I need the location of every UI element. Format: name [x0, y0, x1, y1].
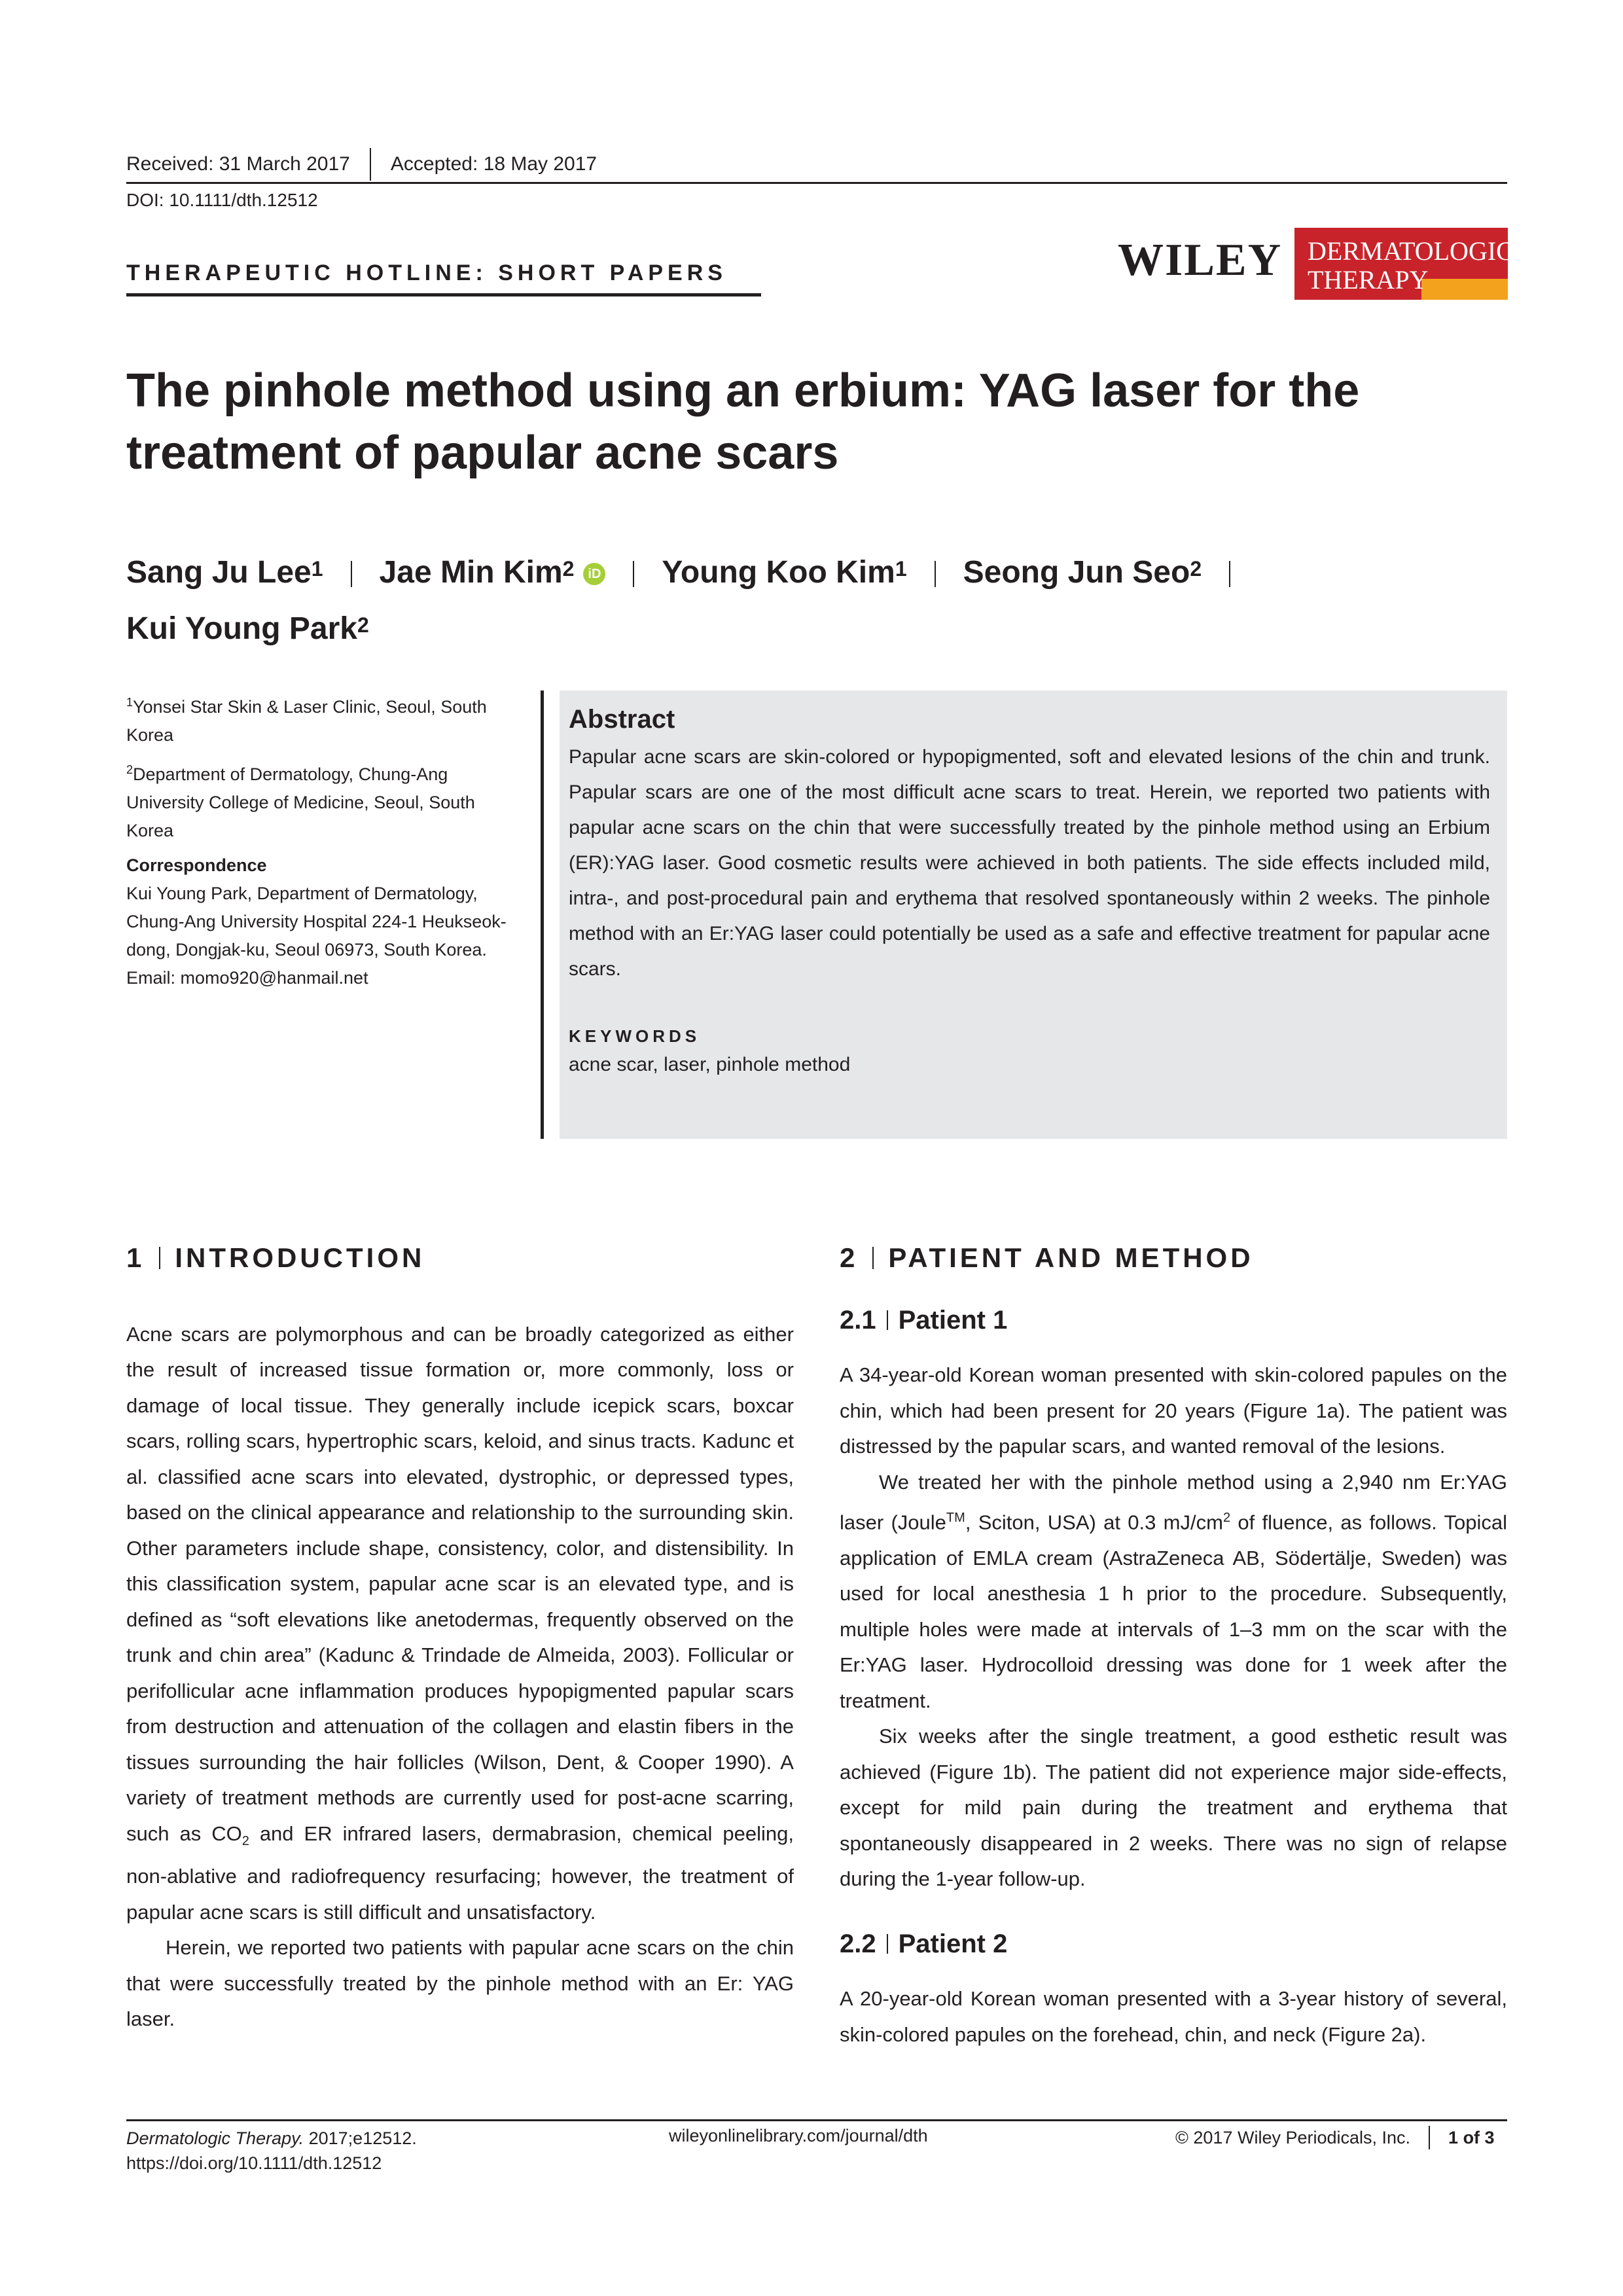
divider [351, 561, 352, 587]
journal-logo-line2: THERAPY [1308, 265, 1429, 295]
divider [887, 1310, 888, 1330]
article-title: The pinhole method using an erbium: YAG laser for the treatment of papular acne scars [126, 365, 1360, 479]
text-run: We treated her with the pinhole method using a 2,940 nm Er:YAG laser (Joule [840, 1470, 1507, 1534]
intro-paragraph-1 [126, 1317, 794, 1931]
accepted-date: Accepted: 18 May 2017 [390, 153, 597, 175]
author [380, 545, 606, 601]
methods-heading [840, 1240, 1507, 1276]
patient1-paragraph-1: A 34-year-old Korean woman presented with skin-colored papules on the chin, which had been present for 20 years (Figure 1a). The patient was distressed by the papular scars, and wanted removal of the lesions. [840, 1363, 1507, 1458]
patient2-heading [840, 1926, 1507, 1962]
author-affiliation-sup: 2 [1190, 557, 1202, 581]
subsection-title: Patient 1 [898, 1305, 1008, 1335]
divider [887, 1934, 888, 1954]
author-name: Sang Ju Lee [126, 555, 312, 590]
author-affiliation-sup: 2 [562, 557, 575, 581]
affiliation-text: Yonsei Star Skin & Laser Clinic, Seoul, South Korea [126, 697, 487, 745]
abstract-box [560, 691, 1507, 1139]
abstract-heading: Abstract [569, 705, 675, 734]
keywords-heading: KEYWORDS [569, 1026, 701, 1046]
patient1-paragraph-2 [840, 1465, 1507, 1719]
doi: DOI: 10.1111/dth.12512 [126, 190, 318, 210]
text-run: and ER infrared lasers, dermabrasion, chemical peeling, non-ablative and radiofrequency resurfacing; however, the treatment of papular acne scars is still difficult and unsatisfactory. [126, 1821, 794, 1924]
text-run: , Sciton, USA) at 0.3 mJ/cm [965, 1511, 1223, 1534]
divider [633, 561, 634, 587]
intro-heading [126, 1240, 794, 1276]
journal-site-link[interactable]: wileyonlinelibrary.com/journal/dth [669, 2126, 928, 2145]
section-number: 2 [840, 1242, 859, 1273]
divider [935, 561, 936, 587]
journal-logo-bar [1421, 279, 1508, 300]
section-tag: THERAPEUTIC HOTLINE: SHORT PAPERS [126, 260, 727, 285]
footer-citation [126, 2126, 417, 2176]
divider [1429, 2126, 1430, 2149]
affiliation-text: Department of Dermatology, Chung-Ang University College of Medicine, Seoul, South Korea [126, 764, 475, 840]
intro-section [126, 1240, 794, 2037]
citation-line [126, 2126, 417, 2151]
section-title: INTRODUCTION [175, 1242, 425, 1273]
subsection-number: 2.1 [840, 1305, 876, 1335]
doi-link[interactable]: https://doi.org/10.1111/dth.12512 [126, 2153, 382, 2173]
keywords: acne scar, laser, pinhole method [569, 1054, 851, 1075]
subsection-number: 2.2 [840, 1929, 876, 1958]
author-list [126, 545, 1435, 657]
subsection-title: Patient 2 [898, 1929, 1008, 1958]
text-run: Acne scars are polymorphous and can be broadly categorized as either the result of increased tissue formation or, more commonly, loss or damage of local tissue. They generally include icepick scars, boxcar scars, rolling scars, hypertrophic scars, keloid, and sinus tracts. Kadunc et al. classified acne scars into elevated, dystrophic, or depressed types, based on the clinical appearance and relationship to the surrounding skin. Other parameters include shape, consistency, color, and distensibility. In this classification system, papular acne scar is an elevated type, and is defined as “soft elevations like anetodermas, frequently observed on the trunk and chin area” (Kadunc & Trindade de Almeida, 2003). Follicular or perifollicular acne inflammation produces hypopigmented papular scars from destruction and attenuation of the collagen and elastin fibers in the tissues surrounding the hair follicles (Wilson, Dent, & Cooper 1990). A variety of treatment methods are currently used for post-acne scarring, such as CO [126, 1322, 794, 1845]
author [126, 545, 323, 601]
header-rule [126, 182, 1507, 184]
patient2-paragraph-1: A 20-year-old Korean woman presented with a 3-year history of several, skin-colored papules on the forehead, chin, and neck (Figure 2a). [840, 1987, 1507, 2046]
journal-logo-line1: DERMATOLOGIC [1308, 236, 1514, 266]
divider [370, 148, 371, 181]
author-name: Young Koo Kim [662, 555, 895, 590]
author-name: Seong Jun Seo [963, 555, 1190, 590]
section-tag-rule [126, 293, 761, 296]
divider [1229, 561, 1230, 587]
author-affiliation-sup: 2 [357, 613, 369, 637]
section-title: PATIENT AND METHOD [888, 1242, 1254, 1273]
citation-text: 2017;e12512. [304, 2128, 417, 2148]
divider [872, 1247, 874, 1269]
affiliation-1 [126, 689, 519, 749]
author [126, 601, 369, 657]
abstract-text: Papular acne scars are skin-colored or hypopigmented, soft and elevated lesions of the chin and trunk. Papular scars are one of the most difficult acne scars to treat. Herein, we reported two patients with papular acne scars on the chin that were successfully treated by the pinhole method using an Erbium (ER):YAG laser. Good cosmetic results were achieved in both patients. The side effects included mild, intra-, and post-procedural pain and erythema that resolved spontaneously within 2 weeks. The pinhole method with an Er:YAG laser could potentially be used as a safe and effective treatment for papular acne scars. [569, 746, 1490, 980]
abstract-rule [541, 691, 544, 1139]
footer-right [1175, 2126, 1495, 2149]
methods-section [840, 1240, 1507, 2053]
affiliation-sup: 2 [126, 763, 134, 776]
intro-paragraph-2: Herein, we reported two patients with papular acne scars on the chin that were successfully treated by the pinhole method with an Er: YAG laser. [126, 1936, 794, 2031]
author-affiliation-sup: 1 [895, 557, 907, 581]
article-dates [126, 148, 597, 181]
copyright: © 2017 Wiley Periodicals, Inc. [1175, 2127, 1411, 2147]
journal-name: Dermatologic Therapy. [126, 2128, 304, 2148]
orcid-icon[interactable]: iD [583, 563, 605, 585]
affiliations [126, 689, 519, 992]
author [963, 545, 1202, 601]
divider [159, 1247, 160, 1269]
footer-rule [126, 2119, 1507, 2121]
journal-logo [1294, 228, 1514, 300]
patient1-paragraph-3: Six weeks after the single treatment, a good esthetic result was achieved (Figure 1b). The patient did not experience major side-effects, except for mild pain during the treatment and erythema that spontaneously disappeared in 2 weeks. There was no sign of relapse during the 1-year follow-up. [840, 1725, 1507, 1891]
correspondence-email[interactable]: Email: momo920@hanmail.net [126, 968, 368, 988]
author-affiliation-sup: 1 [311, 557, 323, 581]
section-number: 1 [126, 1242, 145, 1273]
author-name: Jae Min Kim [379, 555, 563, 590]
received-date: Received: 31 March 2017 [126, 153, 350, 175]
text-run: of fluence, as follows. Topical application of EMLA cream (AstraZeneca AB, Södertälje, Sweden) was used for local anesthesia 1 h prior to the procedure. Subsequently, multiple holes were made at intervals of 1–3 mm on the scar with the Er:YAG laser. Hydrocolloid dressing was done for 1 week after the treatment. [840, 1511, 1507, 1712]
author-name: Kui Young Park [126, 611, 357, 646]
correspondence-address: Kui Young Park, Department of Dermatology, Chung-Ang University Hospital 224-1 Heukseok-dong, Dongjak-ku, Seoul 06973, South Korea. [126, 884, 507, 960]
page-number: 1 of 3 [1448, 2127, 1495, 2147]
superscript: TM [946, 1511, 965, 1525]
patient1-heading [840, 1302, 1507, 1338]
correspondence-heading: Correspondence [126, 855, 267, 875]
publisher-logo: WILEY [1118, 235, 1283, 285]
superscript: 2 [1222, 1511, 1231, 1525]
author [662, 545, 906, 601]
affiliation-sup: 1 [126, 696, 134, 709]
affiliation-2 [126, 756, 519, 845]
subscript: 2 [241, 1833, 249, 1848]
